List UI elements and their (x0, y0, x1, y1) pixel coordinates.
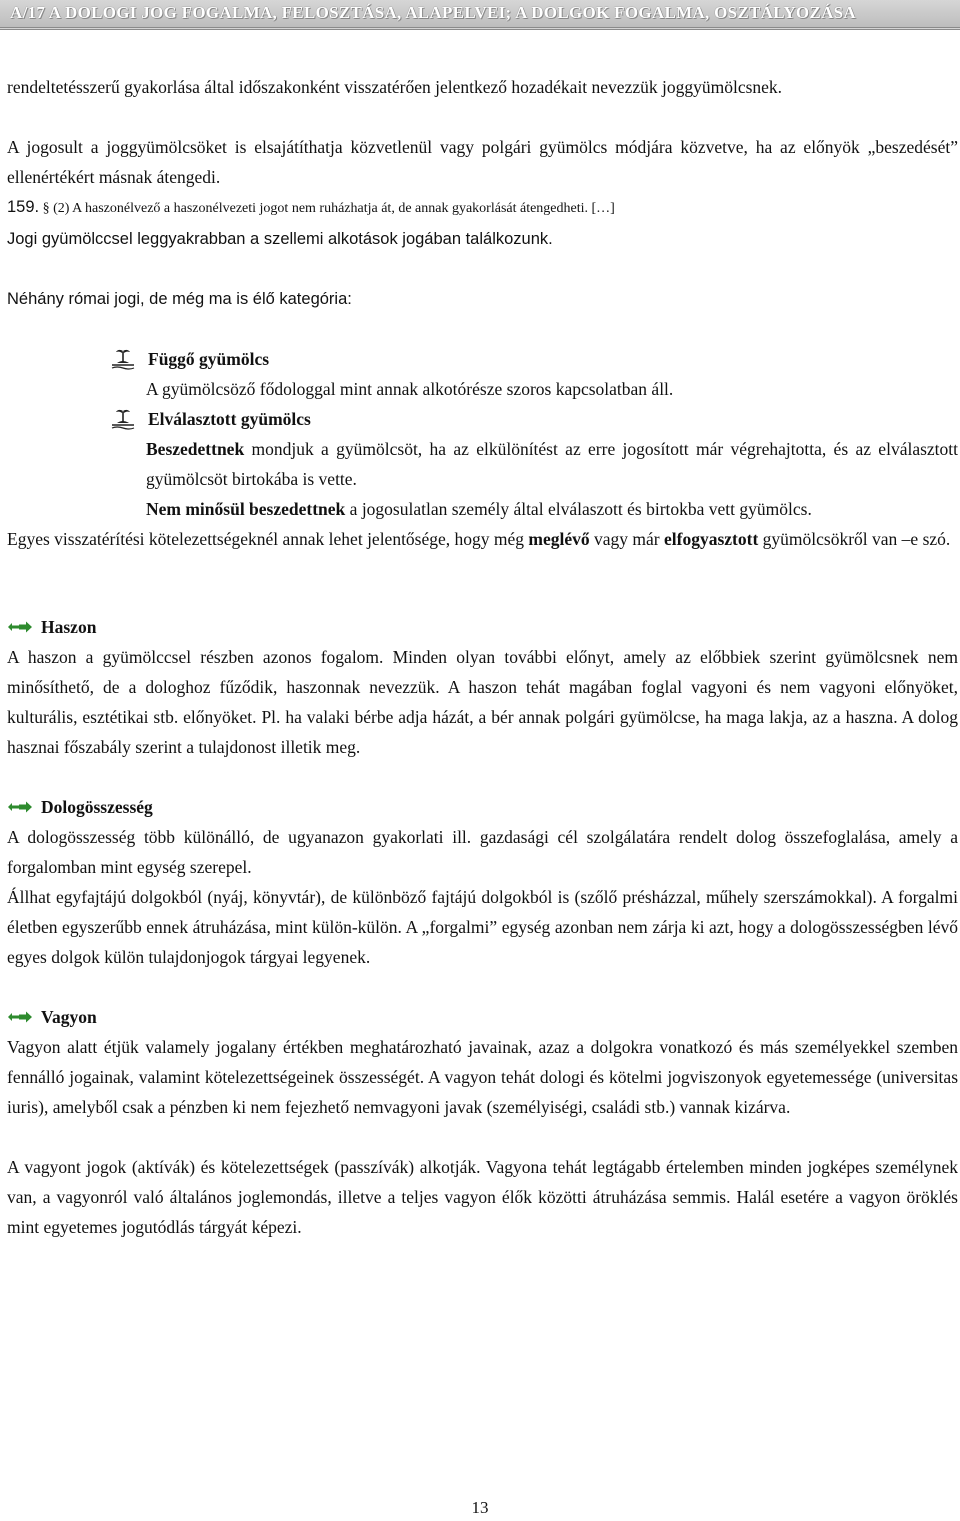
page-number: 13 (471, 1498, 489, 1517)
intro-paragraph-1: rendeltetésszerű gyakorlása által időszakonként visszatérően jelentkező hozadékait nevezzük joggyümölcsnek. (7, 77, 783, 97)
summary-bold-existing: meglévő (528, 529, 590, 549)
summary-paragraph (7, 524, 958, 554)
category-line-bold: Beszedettnek (146, 439, 245, 459)
category-line-text: a jogosulatlan személy által elválaszott és birtokba vett gyümölcs. (345, 499, 812, 519)
section-paragraph: A haszon a gyümölccsel részben azonos fogalom. Minden olyan további előnyt, amely az előbbiek szerint gyümölcsnek nem minősíthető, de a dologhoz fűződik, haszonnak nevezzük. A haszon tehát magában foglal vagyoni és nem vagyoni előnyöket, kulturális, esztétikai stb. előnyöket. Pl. ha valaki bérbe adja házát, a bér annak polgári gyümölcse, ha maga lakja, az a haszna. A dolog hasznai főszabály szerint a tulajdonost illetik meg. (7, 647, 958, 757)
island-icon (111, 348, 135, 370)
category-heading (146, 404, 958, 434)
summary-text: Egyes visszatérítési kötelezettségeknél annak lehet jelentősége, hogy még (7, 529, 529, 549)
main-content (7, 72, 958, 1242)
summary-text: gyümölcsökről van –e szó. (758, 529, 951, 549)
page-header (0, 0, 960, 30)
section-title: Vagyon (41, 1007, 97, 1027)
intro-paragraph-3: Jogi gyümölccsel leggyakrabban a szellemi alkotások jogában találkozunk. (7, 230, 553, 248)
category-line-text: mondjuk a gyümölcsöt, ha az elkülönítést az erre jogosított már végrehajtotta, és az elválasztott gyümölcsöt birtokába is vette. (146, 439, 958, 489)
intro-paragraph-2: A jogosult a joggyümölcsöket is elsajátíthatja közvetlenül vagy polgári gyümölcs módjára közvetve, ha az előnyök „beszedését” ellenértékért másnak átengedi. (7, 137, 958, 187)
category-line (146, 494, 958, 524)
category-fuggo (146, 344, 958, 404)
section-title: Haszon (41, 617, 97, 637)
category-line (146, 374, 958, 404)
closing-paragraph: A vagyont jogok (aktívák) és kötelezettségek (passzívák) alkotják. Vagyona tehát legtágabb értelemben minden jogképes személynek van, a vagyonról való általános joglemondás, illetve a teljes vagyon élők közötti átruházása semmis. Halál esetére a vagyon öröklés mint egyetemes jogutódlás tárgyát képezi. (7, 1157, 958, 1237)
header-title: A/17 A DOLOGI JOG FOGALMA, FELOSZTÁSA, ALAPELVEI; A DOLGOK FOGALMA, OSZTÁLYOZÁSA (10, 3, 856, 22)
category-heading (146, 344, 958, 374)
summary-text: vagy már (589, 529, 665, 549)
category-title: Elválasztott gyümölcs (148, 409, 311, 429)
section-paragraph: Vagyon alatt étjük valamely jogalany értékben meghatározható javainak, azaz a dolgokra vonatkozó és más személyekkel szemben fennálló jogainak, valamint kötelezettségeinek összességét. A vagyon tehát dologi és kötelmi jogviszonyok egyetemessége (universitas iuris), amelyből csak a pénzben ki nem fejezhető nemvagyoni javak (személyiségi, családi stb.) vannak kizárva. (7, 1037, 958, 1117)
arrow-icon (7, 801, 33, 813)
category-title: Függő gyümölcs (148, 349, 270, 369)
island-icon (111, 408, 135, 430)
section-heading-dologosszesseg (7, 792, 958, 822)
law-reference-text: § (2) A haszonélvező a haszonélvezeti jogot nem ruházhatja át, de annak gyakorlását átengedheti. […] (42, 201, 615, 216)
summary-bold-consumed: elfogyasztott (664, 529, 759, 549)
section-title: Dologösszesség (41, 797, 153, 817)
category-line-bold: Nem minősül beszedettnek (146, 499, 346, 519)
section-heading-vagyon (7, 1002, 958, 1032)
section-paragraph: Állhat egyfajtájú dolgokból (nyáj, könyvtár), de különböző fajtájú dolgokból is (szőlő présházzal, műhely szerszámokkal). A forgalmi életben egyszerűbb ennek átruházása, mint külön-külön. A „forgalmi” egység azonban nem zárja ki azt, hogy a dologösszességben lévő egyes dolgok külön tulajdonjogok tárgyai legyenek. (7, 887, 958, 967)
section-paragraph: A dologösszesség több különálló, de ugyanazon gyakorlati ill. gazdasági cél szolgálatára rendelt dolog összefoglalása, amely a forgalomban mint egység szerepel. (7, 827, 958, 877)
arrow-icon (7, 621, 33, 633)
arrow-icon (7, 1011, 33, 1023)
category-line (146, 434, 958, 494)
category-elvalasztott (146, 404, 958, 524)
law-reference-number: 159. (7, 198, 40, 216)
category-line-text: A gyümölcsöző fődologgal mint annak alkotórésze szoros kapcsolatban áll. (146, 379, 674, 399)
law-reference (7, 192, 958, 224)
intro-paragraph-4: Néhány római jogi, de még ma is élő kategória: (7, 290, 352, 308)
section-heading-haszon (7, 612, 958, 642)
